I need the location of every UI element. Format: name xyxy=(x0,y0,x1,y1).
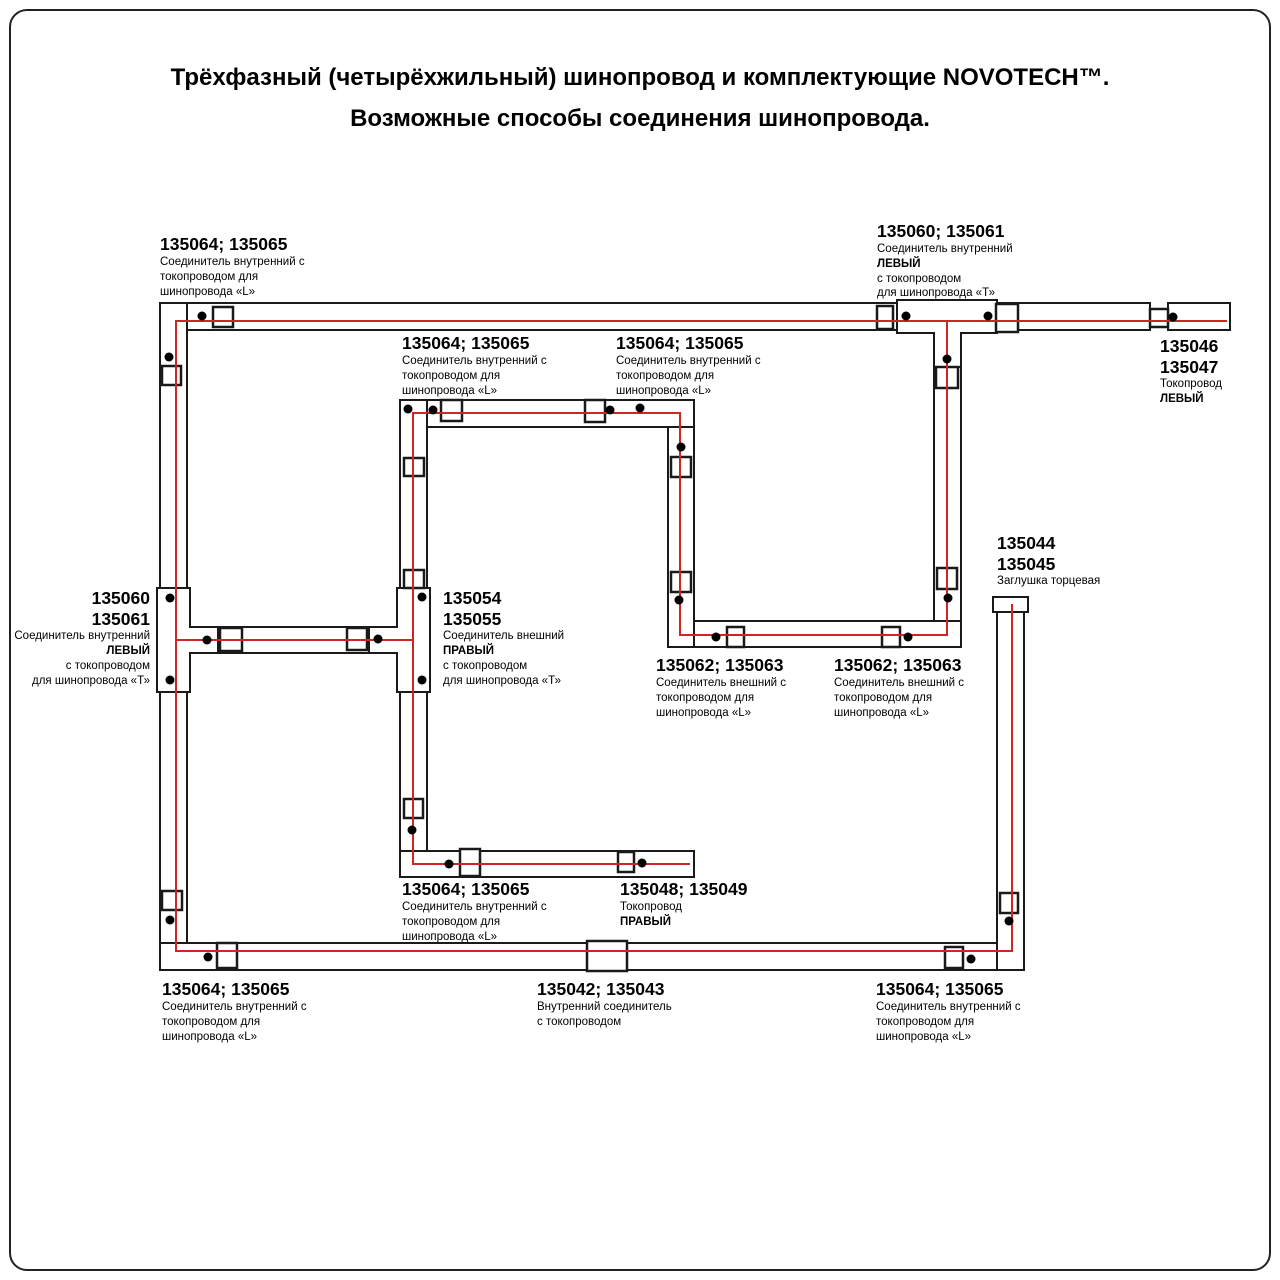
joint-connector xyxy=(217,943,237,968)
joint-connector xyxy=(441,400,462,421)
mounting-dot xyxy=(204,953,213,962)
mounting-dot xyxy=(675,596,684,605)
mounting-dot xyxy=(902,312,911,321)
mounting-dot xyxy=(166,676,175,685)
mounting-dot xyxy=(943,355,952,364)
joint-connector xyxy=(585,400,605,422)
mounting-dot xyxy=(606,406,615,415)
label-t-connector-top: 135060; 135061 Соединитель внутренний ЛЕВЫЙ с токопроводом для шинопровода «Т» xyxy=(877,221,1013,300)
mounting-dot xyxy=(636,404,645,413)
mounting-dot xyxy=(944,594,953,603)
page-title-line1: Трёхфазный (четырёхжильный) шинопровод и комплектующие NOVOTECH™. xyxy=(170,64,1110,91)
joint-connector xyxy=(213,307,233,327)
mounting-dot xyxy=(967,955,976,964)
joint-connector xyxy=(996,304,1018,332)
mounting-dot xyxy=(445,860,454,869)
mounting-dot xyxy=(429,406,438,415)
mounting-dot xyxy=(984,312,993,321)
label-connector-inner-l-mid-1: 135064; 135065 Соединитель внутренний с токопроводом для шинопровода «L» xyxy=(402,333,547,397)
track-segments xyxy=(160,303,1230,970)
joint-connector xyxy=(162,891,182,910)
track-end-cap xyxy=(993,597,1028,612)
mounting-dot xyxy=(1005,917,1014,926)
mounting-dot xyxy=(904,633,913,642)
joint-connector xyxy=(727,627,744,647)
joint-connector xyxy=(1150,309,1168,327)
mounting-dot xyxy=(1169,313,1178,322)
mounting-dot xyxy=(165,353,174,362)
mounting-dot xyxy=(203,636,212,645)
mounting-dot xyxy=(408,826,417,835)
mounting-dot xyxy=(374,635,383,644)
joint-connector xyxy=(460,849,480,876)
label-connector-outer-l-1: 135062; 135063 Соединитель внешний с токопроводом для шинопровода «L» xyxy=(656,655,787,719)
label-t-connector-center: 135054 135055 Соединитель внешний ПРАВЫЙ с токопроводом для шинопровода «Т» xyxy=(443,588,565,688)
label-connector-inner-l-bottom-left: 135064; 135065 Соединитель внутренний с токопроводом для шинопровода «L» xyxy=(162,979,307,1043)
mounting-dot xyxy=(638,859,647,868)
mounting-dot xyxy=(677,443,686,452)
label-straight-connector: 135042; 135043 Внутренний соединитель с токопроводом xyxy=(537,979,672,1028)
label-code: 135064; 135065 xyxy=(160,234,288,254)
joint-connector xyxy=(1000,893,1018,913)
joint-connector xyxy=(618,852,634,872)
mounting-dot xyxy=(712,633,721,642)
track-right-bottom-vertical xyxy=(997,611,1024,970)
label-connector-outer-l-2: 135062; 135063 Соединитель внешний с токопроводом для шинопровода «L» xyxy=(834,655,965,719)
label-connector-inner-l-top-left: 135064; 135065 Соединитель внутренний с токопроводом для шинопровода «L» xyxy=(160,234,305,298)
label-connector-inner-l-mid-2: 135064; 135065 Соединитель внутренний с токопроводом для шинопровода «L» xyxy=(616,333,761,397)
straight-connector-piece xyxy=(587,941,627,971)
label-end-cap: 135044 135045 Заглушка торцевая xyxy=(997,533,1101,588)
joint-connector xyxy=(882,627,900,647)
page-title-line2: Возможные способы соединения шинопровода. xyxy=(350,105,930,132)
mounting-dot xyxy=(166,594,175,603)
label-feed-left: 135046 135047 Токопровод ЛЕВЫЙ xyxy=(1160,336,1222,406)
label-t-connector-left: 135060 135061 Соединитель внутренний ЛЕВЫЙ с токопроводом для шинопровода «Т» xyxy=(14,588,150,688)
joint-connector xyxy=(162,366,181,385)
mounting-dot xyxy=(404,405,413,414)
label-feed-right: 135048; 135049 Токопровод ПРАВЫЙ xyxy=(620,879,748,928)
label-connector-inner-l-bottom-inner: 135064; 135065 Соединитель внутренний с токопроводом для шинопровода «L» xyxy=(402,879,547,943)
mounting-dot xyxy=(198,312,207,321)
mounting-dot xyxy=(418,676,427,685)
label-connector-inner-l-bottom-right: 135064; 135065 Соединитель внутренний с токопроводом для шинопровода «L» xyxy=(876,979,1021,1043)
mounting-dot xyxy=(418,593,427,602)
joint-connector xyxy=(877,306,893,329)
mounting-dot xyxy=(166,916,175,925)
